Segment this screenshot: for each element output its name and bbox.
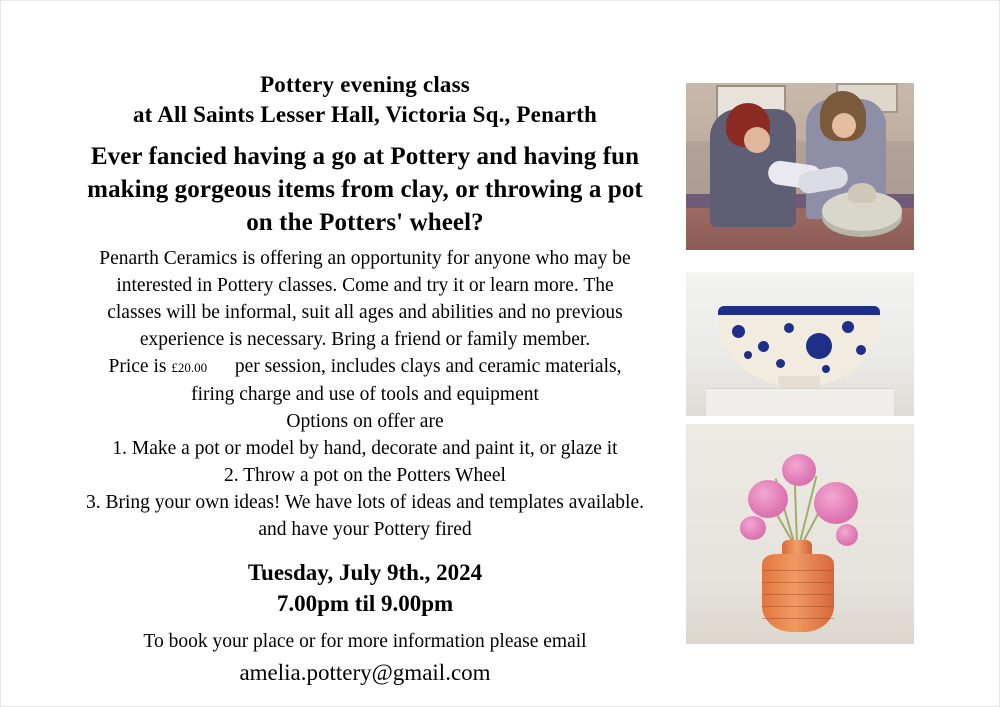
bowl-spot bbox=[806, 333, 832, 359]
bowl-spot bbox=[856, 345, 866, 355]
option-item-1: 1. Make a pot or model by hand, decorate and paint it, or glaze it bbox=[112, 438, 618, 459]
allium-bloom bbox=[836, 524, 858, 546]
option-item-2: 2. Throw a pot on the Potters Wheel bbox=[224, 465, 506, 486]
bowl-spot bbox=[784, 323, 794, 333]
price-suffix: per session, includes clays and ceramic materials, bbox=[234, 356, 622, 377]
photo-vase-body bbox=[762, 554, 834, 632]
headline-line-3: on the Potters' wheel? bbox=[246, 209, 484, 236]
price-line-2: firing charge and use of tools and equipment bbox=[191, 384, 539, 405]
allium-bloom bbox=[814, 482, 858, 524]
poster-text-column bbox=[60, 70, 670, 689]
booking-instruction: To book your place or for more information please email bbox=[143, 631, 587, 652]
vase-ridge bbox=[762, 606, 834, 607]
photo-bowl-foot bbox=[778, 376, 820, 388]
spotted-bowl-photo bbox=[686, 272, 914, 416]
options-heading: Options on offer are bbox=[286, 411, 444, 432]
poster-title-line-1: Pottery evening class bbox=[260, 72, 470, 97]
price-prefix: Price is bbox=[108, 356, 167, 377]
allium-bloom bbox=[748, 480, 788, 518]
poster-body-paragraph bbox=[60, 245, 670, 353]
vase-ridge bbox=[762, 570, 834, 571]
allium-bloom bbox=[740, 516, 766, 540]
price-amount: £20.00 bbox=[171, 360, 208, 375]
headline-line-1: Ever fancied having a go at Pottery and having fun bbox=[90, 143, 640, 170]
event-time: 7.00pm til 9.00pm bbox=[276, 591, 454, 616]
bowl-spot bbox=[842, 321, 854, 333]
contact-email[interactable]: amelia.pottery@gmail.com bbox=[239, 660, 491, 685]
photo-person-left-face bbox=[744, 127, 770, 153]
bowl-spot bbox=[744, 351, 752, 359]
body-line-1: Penarth Ceramics is offering an opportunity for anyone who may be bbox=[99, 248, 631, 269]
orange-vase-photo bbox=[686, 424, 914, 644]
bowl-spot bbox=[776, 359, 785, 368]
photo-clay-lump bbox=[848, 183, 876, 203]
option-item-4: and have your Pottery fired bbox=[258, 519, 472, 540]
poster-title-line-2: at All Saints Lesser Hall, Victoria Sq., Penarth bbox=[132, 102, 598, 127]
poster-headline bbox=[60, 140, 670, 239]
allium-bloom bbox=[782, 454, 816, 486]
body-line-3: classes will be informal, suit all ages and abilities and no previous bbox=[107, 302, 623, 323]
price-line bbox=[60, 353, 670, 381]
poster-title-block bbox=[60, 70, 670, 130]
vase-ridge bbox=[762, 618, 834, 619]
headline-line-2: making gorgeous items from clay, or throwing a pot bbox=[87, 176, 643, 203]
potters-wheel-photo bbox=[686, 83, 914, 250]
bowl-spot bbox=[822, 365, 830, 373]
bowl-spot bbox=[732, 325, 745, 338]
vase-ridge bbox=[762, 594, 834, 595]
poster-image-column bbox=[686, 0, 916, 707]
bowl-spot bbox=[758, 341, 769, 352]
photo-person-right-face bbox=[832, 113, 856, 138]
body-line-2: interested in Pottery classes. Come and try it or learn more. The bbox=[116, 275, 614, 296]
body-line-4: experience is necessary. Bring a friend or family member. bbox=[139, 329, 591, 350]
photo-plinth bbox=[706, 388, 894, 416]
event-date: Tuesday, July 9th., 2024 bbox=[247, 560, 483, 585]
vase-ridge bbox=[762, 582, 834, 583]
option-item-3: 3. Bring your own ideas! We have lots of ideas and templates available. bbox=[86, 492, 644, 513]
